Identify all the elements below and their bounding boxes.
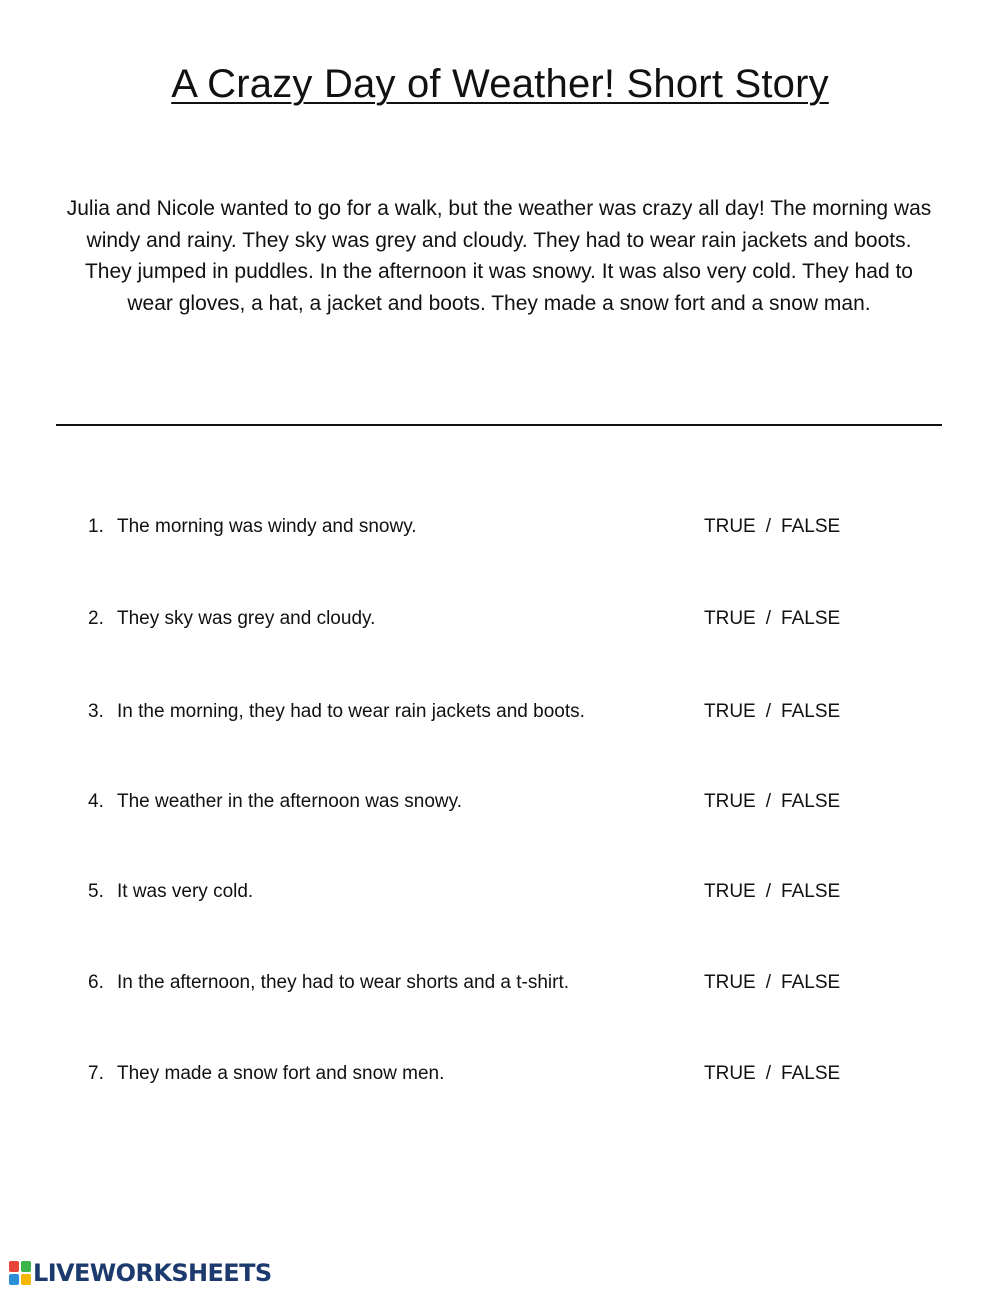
- false-option[interactable]: FALSE: [781, 516, 841, 537]
- question-number: 6.: [88, 972, 104, 993]
- question-text: They sky was grey and cloudy.: [117, 608, 376, 629]
- true-option[interactable]: TRUE: [704, 972, 756, 993]
- logo-square: [9, 1261, 19, 1272]
- story-paragraph: Julia and Nicole wanted to go for a walk, but the weather was crazy all day! The morning was windy and rainy. They sky was grey and cloudy. They had to wear rain jackets and boots. They jumped in puddles. In the afternoon it was snowy. It was also very cold. They had to wear gloves, a hat, a jacket and boots. They made a snow fort and a snow man.: [66, 197, 932, 315]
- true-false-choice: [704, 1059, 840, 1089]
- logo-square: [9, 1274, 19, 1285]
- question-item-3: [88, 697, 948, 727]
- question-item-7: [88, 1059, 948, 1089]
- false-option[interactable]: FALSE: [781, 791, 841, 812]
- question-item-2: [88, 604, 948, 634]
- logo-square: [21, 1274, 31, 1285]
- true-option[interactable]: TRUE: [704, 791, 756, 812]
- question-number: 4.: [88, 791, 104, 812]
- question-number: 1.: [88, 516, 104, 537]
- question-text: The weather in the afternoon was snowy.: [117, 791, 463, 812]
- question-text: They made a snow fort and snow men.: [117, 1063, 445, 1084]
- question-text: In the morning, they had to wear rain jackets and boots.: [117, 701, 585, 722]
- question-item-6: [88, 968, 948, 998]
- true-option[interactable]: TRUE: [704, 608, 756, 629]
- false-option[interactable]: FALSE: [781, 701, 841, 722]
- true-false-choice: [704, 697, 840, 727]
- true-false-choice: [704, 512, 840, 542]
- question-number: 5.: [88, 881, 104, 902]
- choice-separator: /: [765, 881, 772, 902]
- true-option[interactable]: TRUE: [704, 1063, 756, 1084]
- true-false-choice: [704, 877, 840, 907]
- question-number: 2.: [88, 608, 104, 629]
- logo-square: [21, 1261, 31, 1272]
- choice-separator: /: [765, 972, 772, 993]
- question-item-1: [88, 512, 948, 542]
- true-option[interactable]: TRUE: [704, 516, 756, 537]
- divider-line: [56, 424, 942, 426]
- choice-separator: /: [765, 1063, 772, 1084]
- question-number: 7.: [88, 1063, 104, 1084]
- question-item-4: [88, 787, 948, 817]
- logo-text: LIVEWORKSHEETS: [33, 1259, 272, 1287]
- false-option[interactable]: FALSE: [781, 881, 841, 902]
- question-text: In the afternoon, they had to wear shorts and a t-shirt.: [117, 972, 570, 993]
- false-option[interactable]: FALSE: [781, 608, 841, 629]
- liveworksheets-logo-icon: [9, 1261, 31, 1285]
- question-number: 3.: [88, 701, 104, 722]
- choice-separator: /: [765, 516, 772, 537]
- true-option[interactable]: TRUE: [704, 881, 756, 902]
- choice-separator: /: [765, 701, 772, 722]
- question-item-5: [88, 877, 948, 907]
- question-text: The morning was windy and snowy.: [117, 516, 417, 537]
- choice-separator: /: [765, 791, 772, 812]
- false-option[interactable]: FALSE: [781, 1063, 841, 1084]
- question-text: It was very cold.: [117, 881, 254, 902]
- choice-separator: /: [765, 608, 772, 629]
- false-option[interactable]: FALSE: [781, 972, 841, 993]
- page-title: A Crazy Day of Weather! Short Story: [171, 62, 829, 106]
- true-option[interactable]: TRUE: [704, 701, 756, 722]
- liveworksheets-logo[interactable]: [9, 1258, 272, 1288]
- true-false-choice: [704, 604, 840, 634]
- true-false-choice: [704, 968, 840, 998]
- true-false-choice: [704, 787, 840, 817]
